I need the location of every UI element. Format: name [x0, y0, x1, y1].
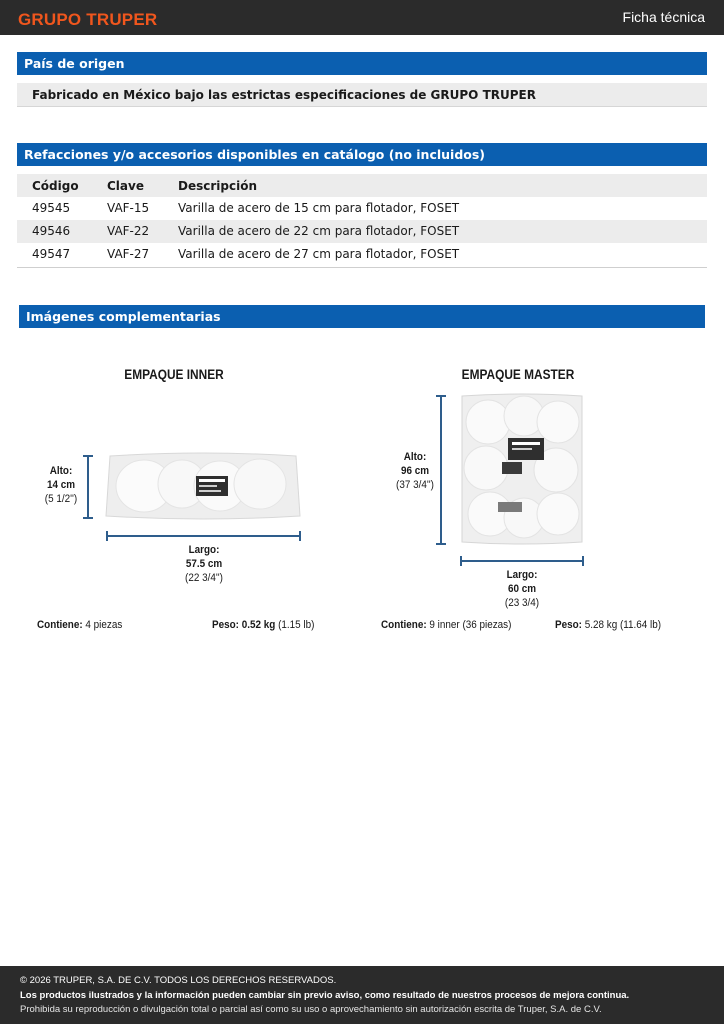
footer-disclaimer: Los productos ilustrados y la información pueden cambiar sin previo aviso, como resultado de nuestros procesos de mejora continua.: [20, 990, 630, 1001]
cell-descripcion: Varilla de acero de 15 cm para flotador, FOSET: [178, 201, 460, 215]
brand-logo: GRUPO TRUPER: [18, 10, 158, 29]
master-height-dimension-line: [440, 395, 442, 545]
cell-descripcion: Varilla de acero de 22 cm para flotador, FOSET: [178, 224, 460, 238]
top-bar: [0, 0, 724, 35]
inner-weight-value: 0.52 kg: [241, 619, 276, 631]
cell-codigo: 49547: [32, 247, 71, 261]
section-accessories-title: Refacciones y/o accesorios disponibles en catálogo (no incluidos): [17, 143, 707, 166]
section-images-title: Imágenes complementarias: [19, 305, 705, 328]
footer: [0, 966, 724, 1024]
cell-codigo: 49546: [32, 224, 71, 238]
inner-height-value: 14 cm: [46, 479, 76, 491]
master-contains: [381, 619, 511, 631]
inner-length-caption: Largo:: [188, 544, 220, 556]
master-weight: [555, 619, 661, 631]
inner-package-title: EMPAQUE INNER: [124, 367, 224, 382]
inner-length-imperial: (22 3/4''): [185, 572, 223, 584]
master-weight-caption: Peso:: [555, 619, 582, 631]
column-header-codigo: Código: [32, 179, 79, 193]
footer-legal-notice: Prohibida su reproducción o divulgación total o parcial así como su uso o aprovechamiento sin autorización escrita de Truper, S.A. de C.V.: [20, 1004, 602, 1015]
inner-height-label: [33, 464, 89, 506]
cell-codigo: 49545: [32, 201, 71, 215]
column-header-clave: Clave: [107, 179, 144, 193]
table-row: [17, 220, 707, 243]
inner-height-caption: Alto:: [49, 465, 73, 477]
cell-clave: VAF-22: [107, 224, 150, 238]
column-header-descripcion: Descripción: [178, 179, 257, 193]
master-package-image: [458, 392, 586, 546]
master-length-caption: Largo:: [506, 569, 538, 581]
master-height-value: 96 cm: [400, 465, 430, 477]
master-length-label: [494, 568, 550, 610]
master-height-imperial: (37 3/4''): [396, 479, 434, 491]
master-length-dimension-line: [460, 560, 584, 562]
master-height-label: [391, 450, 440, 492]
origin-text: Fabricado en México bajo las estrictas especificaciones de GRUPO TRUPER: [32, 88, 536, 102]
table-row: [17, 243, 707, 266]
inner-weight-imperial: (1.15 lb): [278, 619, 315, 631]
master-package-title: EMPAQUE MASTER: [461, 367, 575, 382]
inner-weight: [212, 619, 314, 631]
inner-height-imperial: (5 1/2''): [44, 493, 78, 505]
master-weight-value: 5.28 kg (11.64 lb): [584, 619, 662, 631]
cell-descripcion: Varilla de acero de 27 cm para flotador, FOSET: [178, 247, 460, 261]
table-row: [17, 197, 707, 220]
inner-length-dimension-line: [106, 535, 301, 537]
inner-length-label: [172, 543, 237, 585]
table-bottom-divider: [17, 267, 707, 268]
inner-length-value: 57.5 cm: [185, 558, 223, 570]
inner-contains-caption: Contiene:: [37, 619, 83, 631]
table-header-row: [17, 174, 707, 197]
inner-contains-value: 4 piezas: [85, 619, 123, 631]
inner-contains: [37, 619, 122, 631]
document-type-label: Ficha técnica: [622, 9, 705, 25]
cell-clave: VAF-27: [107, 247, 150, 261]
master-length-imperial: (23 3/4): [504, 597, 540, 609]
master-height-caption: Alto:: [403, 451, 427, 463]
inner-height-dimension-line: [87, 455, 89, 519]
cell-clave: VAF-15: [107, 201, 150, 215]
master-contains-value: 9 inner (36 piezas): [429, 619, 512, 631]
master-length-value: 60 cm: [507, 583, 537, 595]
section-origin-title: País de origen: [17, 52, 707, 75]
master-contains-caption: Contiene:: [381, 619, 427, 631]
inner-package-image: [104, 450, 302, 522]
footer-copyright: © 2026 TRUPER, S.A. DE C.V. TODOS LOS DERECHOS RESERVADOS.: [20, 975, 337, 986]
inner-weight-caption: Peso:: [212, 619, 239, 631]
